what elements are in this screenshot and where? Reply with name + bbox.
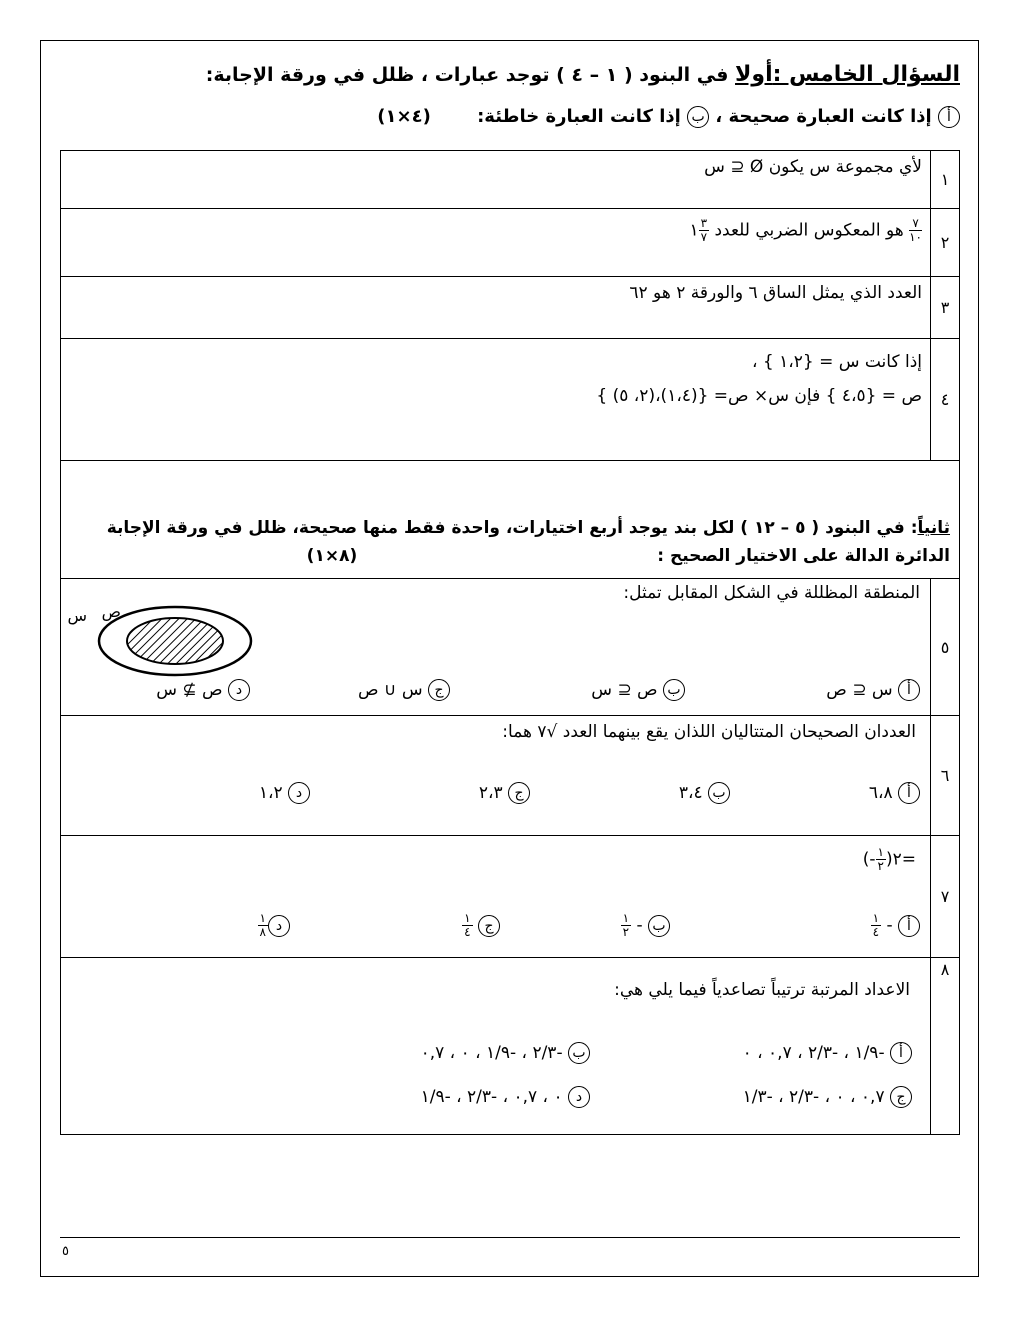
part2-instruction <box>70 514 950 570</box>
statement-number: ١ <box>931 151 960 209</box>
option-a[interactable]: أ -١/٩ ، -٢/٣ ، ٠,٧ ، ٠ <box>743 1042 912 1064</box>
page-number: ٥ <box>62 1244 69 1259</box>
question-text: العددان الصحيحان المتتاليان اللذان يقع بينهما العدد √٧ هما: <box>502 722 916 742</box>
mcq-row <box>61 579 960 716</box>
question-number: ٨ <box>931 958 960 1135</box>
part2-label: ثانياً <box>917 518 950 538</box>
statement-text: العدد الذي يمثل الساق ٦ والورقة ٢ هو ٦٢ <box>629 283 922 303</box>
question-text: المنطقة المظللة في الشكل المقابل تمثل: <box>623 583 920 603</box>
question-title: السؤال الخامس : <box>772 62 960 87</box>
mcq-row <box>61 836 960 958</box>
option-b-marker: ب <box>687 106 709 128</box>
option-a[interactable]: أ س ⊆ ص <box>826 679 920 701</box>
option-c[interactable]: ج س ∪ ص <box>358 679 450 701</box>
footer-divider <box>60 1237 960 1238</box>
option-d[interactable]: د ٠ ، ٠,٧ ، -٢/٣ ، -١/٩ <box>421 1086 590 1108</box>
question-text: الاعداد المرتبة ترتيباً تصاعدياً فيما يلي هي: <box>614 980 910 1000</box>
option-b[interactable]: ب -٢/٣ ، -١/٩ ، ٠ ، ٠,٧ <box>421 1042 590 1064</box>
part1-marks: (٤×١) <box>377 106 431 127</box>
option-d[interactable]: د ص ⊉ س <box>156 679 250 701</box>
part1-instruction: في البنود ( ١ – ٤ ) توجد عبارات ، ظلل في ورقة الإجابة: <box>205 64 729 86</box>
part1-label: أولا <box>735 62 773 87</box>
question-number: ٦ <box>931 716 960 836</box>
statement-row <box>61 209 960 277</box>
statement-number: ٢ <box>931 209 960 277</box>
part2-text-2: الدائرة الدالة على الاختيار الصحيح : <box>657 546 950 566</box>
option-c[interactable]: ج ٢،٣ <box>479 782 530 804</box>
statement-number: ٤ <box>931 339 960 461</box>
option-a[interactable]: أ - $\frac{١}{٤}$ <box>871 912 920 939</box>
inner-set-shaded <box>127 618 223 664</box>
option-d[interactable]: د $\frac{١}{٨}$ <box>258 912 290 939</box>
question-number: ٧ <box>931 836 960 958</box>
option-a-marker: أ <box>938 106 960 128</box>
false-text: إذا كانت العبارة خاطئة: <box>477 106 681 127</box>
option-d[interactable]: د ١،٢ <box>259 782 310 804</box>
part2-text: : في البنود ( ٥ – ١٢ ) لكل بند يوجد أربع اختيارات، واحدة فقط منها صحيحة، ظلل في ورقة الإجابة <box>106 518 918 538</box>
part2-marks: (٨×١) <box>306 546 358 566</box>
option-b[interactable]: ب - $\frac{١}{٢}$ <box>621 912 670 939</box>
mixed-whole: ١ <box>689 220 699 241</box>
option-a[interactable]: أ ٦،٨ <box>869 782 920 804</box>
mixed-fraction: $\frac{٣}{٧}$ <box>700 216 708 244</box>
statement-text: لأي مجموعة س يكون Ø ⊆ س <box>704 157 922 177</box>
mcq-row <box>61 716 960 836</box>
fraction: $\frac{٧}{١٠}$ <box>909 216 922 244</box>
outer-set-label: س <box>67 606 87 625</box>
true-text: إذا كانت العبارة صحيحة ، <box>715 106 932 127</box>
header-line-2 <box>60 106 960 128</box>
header-line-1 <box>60 62 960 87</box>
statement-text: هو المعكوس الضربي للعدد <box>714 220 904 241</box>
mcq-row <box>61 958 960 1135</box>
statement-row <box>61 151 960 209</box>
inner-set-label: ص <box>101 602 121 621</box>
statement-number: ٣ <box>931 277 960 339</box>
statements-table <box>60 150 960 461</box>
statement-line-1: إذا كانت س = {١،٢ } ، <box>751 352 922 372</box>
option-b[interactable]: ب ص ⊆ س <box>591 679 685 701</box>
statement-line-2: ص = {٤،٥ } فإن س× ص= {(١،٤)،(٢، ٥) } <box>596 386 922 406</box>
statement-row <box>61 277 960 339</box>
option-b[interactable]: ب ٣،٤ <box>679 782 730 804</box>
question-number: ٥ <box>931 579 960 716</box>
mcq-table <box>60 578 960 1135</box>
option-c[interactable]: ج ٠,٧ ، ٠ ، -٢/٣ ، -١/٣ <box>743 1086 912 1108</box>
option-c[interactable]: ج $\frac{١}{٤}$ <box>462 912 500 939</box>
statement-row <box>61 339 960 461</box>
question-text: (- $\frac{١}{٢}$ )٢= <box>862 845 916 873</box>
venn-diagram <box>67 599 249 679</box>
